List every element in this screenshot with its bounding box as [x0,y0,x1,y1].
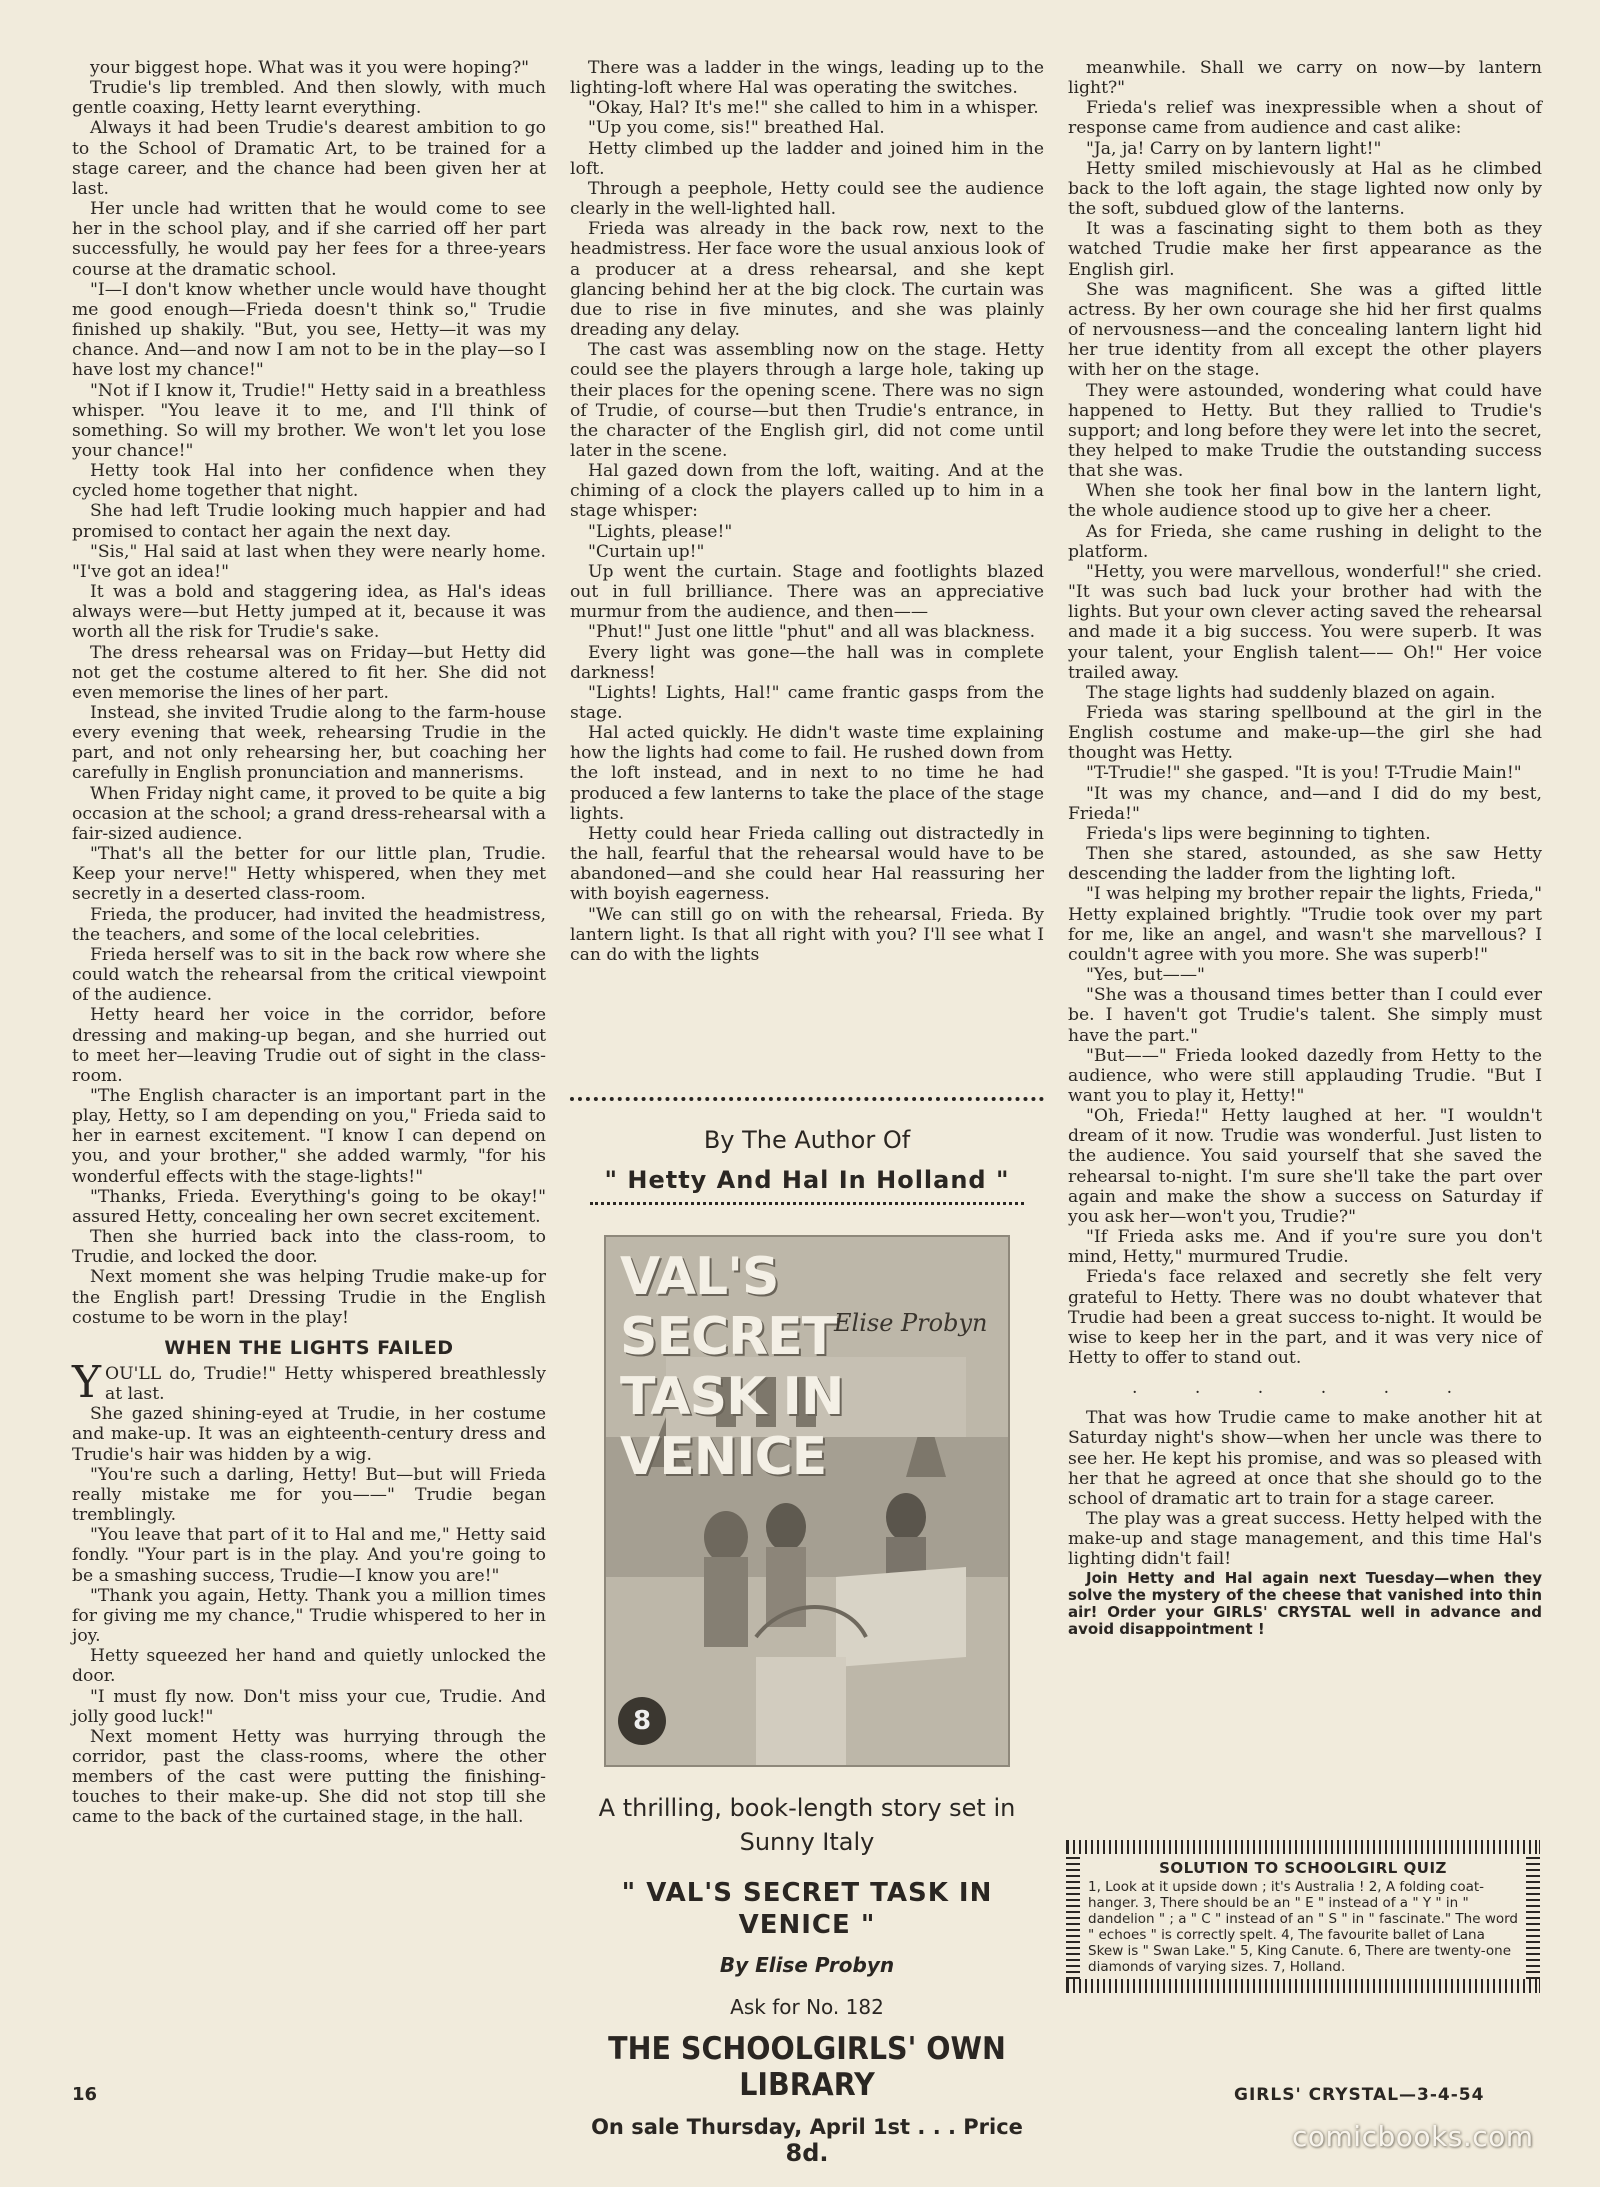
paragraph: The cast was assembling now on the stage. Hetty could see the players through a large hole, taking up their places for the opening scene. There was no sign of Trudie, of course—but then Trudie's entrance, in the character of the English girl, did not come until later in the scene. [570,340,1044,461]
paragraph: Next moment she was helping Trudie make-up for the English part! Dressing Trudie in the English costume to be worn in the play! [72,1267,546,1328]
paragraph: Frieda was already in the back row, next to the headmistress. Her face wore the usual anxious look of a producer at a dress rehearsal, and she kept glancing behind her at the big clock. The curtain was due to rise in five minutes, and she was plainly dreading any delay. [570,219,1044,341]
section-separator: . . . . . . [1131,1378,1479,1399]
paragraph: "Okay, Hal? It's me!" she called to him in a whisper. [588,98,1039,119]
column-3-paragraphs [1068,58,1542,1368]
paragraph: Frieda's lips were beginning to tighten. [1086,823,1431,844]
story-column-3 [1068,58,1542,1638]
paragraph: Frieda was staring spellbound at the girl in the English costume and make-up—the girl she had thought was Hetty. [1068,703,1542,764]
paragraph: Hal gazed down from the loft, waiting. And at the chiming of a clock the players called up to him in a stage whisper: [570,461,1044,522]
paragraph: It was a fascinating sight to them both as they watched Trudie make her first appearance as the English girl. [1068,219,1542,280]
cover-author: Elise Probyn [834,1309,988,1337]
drop-cap-paragraph [72,1357,546,1408]
story-column-2 [570,58,1044,965]
paragraph: Hetty smiled mischievously at Hal as he climbed back to the loft again, the stage lighted now only by the soft, subdued glow of the lanterns. [1068,158,1542,220]
cover-number-badge: 8 [618,1697,666,1745]
paragraph: "She was a thousand times better than I could ever be. I haven't got Trudie's talent. She simply must have the part." [1068,985,1542,1046]
paragraph: She was magnificent. She was a gifted little actress. By her own courage she hid her first qualms of nervousness—and the concealing lantern light hid her true identity from all except the other players with her on the stage. [1068,279,1542,381]
ad-library-name: THE SCHOOLGIRLS' OWN LIBRARY [608,2031,1006,2103]
paragraph: "Oh, Frieda!" Hetty laughed at her. "I wouldn't dream of it now. Trudie was wonderful. Just listen to the audience. You said yourself that she saved the rehearsal to-night. I'm sure she'll take the part over again and make the show a success on Saturday if you ask her—won't you, Trudie?" [1068,1106,1542,1227]
paragraph: "Not if I know it, Trudie!" Hetty said in a breathless whisper. "You leave it to me, and I'll think of something. So will my brother. We won't let you lose your chance!" [72,380,546,461]
ad-dotted-rule [590,1202,1024,1205]
quiz-border-bottom [1066,1979,1540,1993]
quiz-border-right [1526,1854,1540,1979]
column-3-paragraphs-2 [1068,1408,1542,1569]
cover-title: VAL'S SECRET TASK IN VENICE [620,1247,844,1487]
paragraph: "That's all the better for our little plan, Trudie. Keep your nerve!" Hetty whispered, when they met secretly in a deserted class-room. [72,844,546,905]
paragraph: Trudie's lip trembled. And then slowly, with much gentle coaxing, Hetty learnt everything. [72,78,546,119]
paragraph: "Lights! Lights, Hal!" came frantic gasps from the stage. [570,682,1044,723]
paragraph: Always it had been Trudie's dearest ambition to go to the School of Dramatic Art, to be trained for a stage career, and the chance had been given her at last. [72,118,546,199]
dotted-rule [570,1097,1044,1105]
paragraph: meanwhile. Shall we carry on now—by lantern light?" [1068,58,1542,99]
paragraph: There was a ladder in the wings, leading up to the lighting-loft where Hal was operating the switches. [570,58,1044,99]
quiz-answers: 1, Look at it upside down ; it's Australia ! 2, A folding coat-hanger. 3, There should be an " E " instead of a " Y " in " dandelion " ; a " C " instead of an " S " in " fascinate." The word " echoes " is correctly spelt. 4, The favourite ballet of Lana Skew is " Swan Lake." 5, King Canute. 6, There are twenty-one diamonds of varying sizes. 7, Holland. [1088,1879,1518,1975]
paragraph: They were astounded, wondering what could have happened to Hetty. But they rallied to Trudie's support; and long before they were let into the secret, they helped to make Trudie the outstanding success that she was. [1068,380,1542,482]
column-1-paragraphs-2 [72,1404,546,1827]
paragraph: Frieda, the producer, had invited the headmistress, the teachers, and some of the local celebrities. [72,904,546,945]
column-1-paragraphs [72,58,546,1328]
paragraph: "You leave that part of it to Hal and me," Hetty said fondly. "Your part is in the play. And you're going to be a smashing success, Trudie—I know you are!" [72,1525,546,1586]
paragraph: Hetty squeezed her hand and quietly unlocked the door. [72,1646,546,1687]
paragraph: "Lights, please!" [588,521,733,542]
quiz-border-left [1066,1854,1080,1979]
book-cover-image [604,1235,1010,1767]
paragraph: Instead, she invited Trudie along to the farm-house every evening that week, rehearsing Trudie in the part, and not only rehearsing her, but coaching her carefully in English pronunciation and mannerisms. [72,703,546,784]
drop-cap-text: OU'LL do, Trudie!" Hetty whispered breathlessly at last. [105,1364,546,1405]
paragraph: "The English character is an important part in the play, Hetty, so I am depending on you," Frieda said to her in earnest excitement. "I know I can depend on you, and your brother," she added warmly, "for his wonderful effects with the stage-lights!" [72,1085,546,1187]
paragraph: "I was helping my brother repair the lights, Frieda," Hetty explained brightly. "Trudie took over my part for me, like an angel, and wasn't she marvellous? I couldn't agree with you more. She was superb!" [1068,884,1542,965]
paragraph: "It was my chance, and—and I did do my best, Frieda!" [1068,783,1542,824]
paragraph: "I must fly now. Don't miss your cue, Trudie. And jolly good luck!" [72,1686,546,1727]
paragraph: Every light was gone—the hall was in complete darkness! [570,642,1044,683]
ad-by-line: By The Author Of [703,1126,911,1154]
paragraph: "But——" Frieda looked dazedly from Hetty to the audience, who were still applauding Trudie. "But I want you to play it, Hetty!" [1068,1045,1542,1106]
paragraph: When she took her final bow in the lantern light, the whole audience stood up to give her a cheer. [1068,481,1542,522]
quiz-border-top [1066,1840,1540,1854]
paragraph: The stage lights had suddenly blazed on again. [1086,682,1496,703]
paragraph: Frieda herself was to sit in the back row where she could watch the rehearsal from the critical viewpoint of the audience. [72,944,546,1006]
paragraph: Next moment Hetty was hurrying through the corridor, past the class-rooms, where the other members of the cast were putting the finishing-touches to their make-up. She did not stop till she came to the back of the curtained stage, in the hall. [72,1726,546,1828]
paragraph: As for Frieda, she came rushing in delight to the platform. [1068,521,1542,562]
paragraph: When Friday night came, it proved to be quite a big occasion at the school; a grand dress-rehearsal with a fair-sized audience. [72,783,546,844]
paragraph: "I—I don't know whether uncle would have thought me good enough—Frieda doesn't think so," Trudie finished up shakily. "But, you see, Hetty—it was my chance. And—and now I am not to be in the play—so I have lost my chance!" [72,279,546,381]
paragraph: "T-Trudie!" she gasped. "It is you! T-Trudie Main!" [1086,763,1522,784]
watermark: comicbooks.com [1292,2120,1534,2153]
ad-tagline-line-2: Sunny Italy [739,1828,875,1856]
paragraph: The play was a great success. Hetty helped with the make-up and stage management, and this time Hal's lighting didn't fail! [1068,1509,1542,1570]
paragraph: "Up you come, sis!" breathed Hal. [588,118,885,139]
ad-tagline-line-1: A thrilling, book-length story set in [598,1794,1016,1822]
paragraph: Hetty could hear Frieda calling out distractedly in the hall, fearful that the rehearsal would have to be abandoned—and she could hear Hal reassuring her with boyish eagerness. [570,823,1044,905]
paragraph: Through a peephole, Hetty could see the audience clearly in the well-lighted hall. [570,178,1044,220]
paragraph: She gazed shining-eyed at Trudie, in her costume and make-up. It was an eighteenth-century dress and Trudie's hair was hidden by a wig. [72,1404,546,1465]
drop-cap: Y [72,1357,102,1408]
ad-tagline [570,1791,1044,1859]
ad-book-title: " VAL'S SECRET TASK IN VENICE " [621,1878,993,1940]
ad-sale-text: On sale Thursday, April 1st . . . Price [591,2115,1023,2139]
paragraph: "We can still go on with the rehearsal, Frieda. By lantern light. Is that all right with you? I'll see what I can do with the lights [570,904,1044,965]
paragraph: "Sis," Hal said at last when they were nearly home. "I've got an idea!" [72,541,546,582]
paragraph: Frieda's relief was inexpressible when a shout of response came from audience and cast alike: [1068,98,1542,139]
paragraph: Hetty heard her voice in the corridor, before dressing and making-up began, and she hurried out to meet her—leaving Trudie out of sight in the class-room. [72,1005,546,1086]
paragraph: your biggest hope. What was it you were hoping?" [90,58,530,78]
paragraph: It was a bold and staggering idea, as Hal's ideas always were—but Hetty jumped at it, because it was worth all the risk for Trudie's sake. [72,582,546,643]
paragraph: She had left Trudie looking much happier and had promised to contact her again the next day. [72,501,546,542]
paragraph: "Hetty, you were marvellous, wonderful!" she cried. "It was such bad luck your brother had with the lights. But your own clever acting saved the rehearsal and made it a big success. You were superb. It was your talent, your English talent—— Oh!" Her voice trailed away. [1068,561,1542,683]
issue-footer: GIRLS' CRYSTAL—3-4-54 [1234,2085,1485,2105]
section-heading: WHEN THE LIGHTS FAILED [164,1336,454,1359]
next-issue-promo: Join Hetty and Hal again next Tuesday—when they solve the mystery of the cheese that vanished into thin air! Order your GIRLS' CRYSTAL well in advance and avoid disappointment ! [1068,1568,1542,1638]
column-2-paragraphs [570,58,1044,965]
paragraph: "Yes, but——" [1086,965,1205,986]
paragraph: "Curtain up!" [588,541,705,562]
ad-previous-title: " Hetty And Hal In Holland " [604,1166,1010,1194]
paragraph: Then she hurried back into the class-room, to Trudie, and locked the door. [72,1227,546,1268]
paragraph: Hetty climbed up the ladder and joined him in the loft. [570,138,1044,179]
paragraph: "If Frieda asks me. And if you're sure you don't mind, Hetty," murmured Trudie. [1068,1227,1542,1268]
paragraph: Hal acted quickly. He didn't waste time explaining how the lights had come to fail. He rushed down from the loft instead, and in next to no time he had produced a few lanterns to take the place of the stage lights. [570,723,1044,824]
paragraph: Then she stared, astounded, as she saw Hetty descending the ladder from the lighting loft. [1068,844,1542,885]
ad-sale-info [570,2115,1044,2167]
ad-ask-number: Ask for No. 182 [730,1995,884,2019]
paragraph: The dress rehearsal was on Friday—but Hetty did not get the costume altered to fit her. She did not even memorise the lines of her part. [72,642,546,703]
paragraph: "Phut!" Just one little "phut" and all was blackness. [588,622,1036,643]
ad-price: 8d. [785,2139,829,2167]
paragraph: "You're such a darling, Hetty! But—but will Frieda really mistake me for you——" Trudie began tremblingly. [72,1464,546,1526]
library-advertisement [570,1110,1044,2167]
paragraph: That was how Trudie came to make another hit at Saturday night's show—when her uncle was there to see her. He kept his promise, and was so pleased with her that he agreed at once that she should go to the school of dramatic art to train for a stage career. [1068,1408,1542,1509]
paragraph: Up went the curtain. Stage and footlights blazed out in full brilliance. There was an appreciative murmur from the audience, and then—— [570,561,1044,623]
paragraph: "Ja, ja! Carry on by lantern light!" [1086,138,1382,159]
paragraph: Frieda's face relaxed and secretly she felt very grateful to Hetty. There was no doubt whatever that Trudie had been a great success to-night. It would be wise to keep her in the part, and it was very nice of Hetty to offer to stand out. [1068,1267,1542,1368]
paragraph: "Thanks, Frieda. Everything's going to be okay!" assured Hetty, concealing her own secret excitement. [72,1186,546,1227]
page-number: 16 [72,2084,98,2105]
paragraph: "Thank you again, Hetty. Thank you a million times for giving me my chance," Trudie whispered to her in joy. [72,1585,546,1647]
quiz-solution-box [1066,1840,1540,2083]
paragraph: Hetty took Hal into her confidence when they cycled home together that night. [72,461,546,502]
quiz-title: SOLUTION TO SCHOOLGIRL QUIZ [1159,1859,1447,1877]
paragraph: Her uncle had written that he would come to see her in the school play, and if she carried off her part successfully, he would pay her fees for a three-years course at the dramatic school. [72,199,546,280]
story-column-1 [72,58,546,1828]
ad-author: By Elise Probyn [719,1953,895,1977]
